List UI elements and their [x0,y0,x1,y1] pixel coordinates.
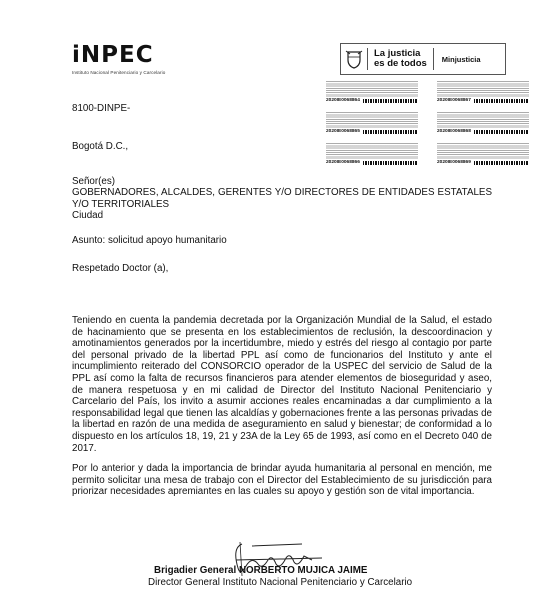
barcode-icon [363,161,418,165]
inpec-logo-subtitle: Instituto Nacional Penitenciario y Carcelario [72,70,166,75]
radicado-stamp [326,80,418,110]
stamp-number: 2020IE0068864 [326,98,360,103]
signer-name: Brigadier General NORBERTO MUJICA JAIME [154,565,368,576]
stamp-fine-print [326,142,418,159]
letter-subject: Asunto: solicitud apoyo humanitario [72,235,227,246]
stamp-number: 2020IE0068869 [437,160,471,165]
gov-slogan-line2: es de todos [374,58,427,69]
barcode-icon [363,130,418,134]
radicado-stamp [326,111,418,141]
letter-greeting: Respetado Doctor (a), [72,263,169,274]
stamp-fine-print [437,142,529,159]
body-paragraph-2: Por lo anterior y dada la importancia de brindar ayuda humanitaria al personal en mención, me permito solicitar una mesa de trabajo con el Director del Establecimiento de su jurisdicción para priorizar necesidades apremiantes en las cuales su apoyo y gestión son de vital importancia. [72,463,492,498]
gov-slogan-line1: La justicia [374,48,421,59]
coat-of-arms-icon [341,49,367,69]
stamp-fine-print [437,111,529,128]
barcode-icon [474,99,529,103]
radicado-stamp [437,80,529,110]
stamp-fine-print [437,80,529,97]
barcode-icon [474,130,529,134]
body-paragraph-1: Teniendo en cuenta la pandemia decretada por la Organización Mundial de la Salud, el estado de hacinamiento que se presenta en los establecimientos de reclusión, la descoordinacion y amotinamientos generados por la incertidumbre, miedo y estrés del riesgo al contagio por parte del personal privado de la libertad PPL así como de funcionarios del Instituto y ante el incumplimiento reiterado del CONSORCIO operador de la USPEC del servicio de Salud de la PPL así como la falta de recursos financieros para atender elementos de bioseguridad y aseo, de manera respetuosa y en mi calidad de Director del Instituto Nacional Penitenciario y Carcelario del País, los invito a asumir acciones reales encaminadas a dar cumplimiento a la responsabilidad legal que tienen las alcaldías y gobernaciones frente a las personas privadas de la libertad en razón de una medida de aseguramiento en salud y bienestar; de conformidad a lo dispuesto en los artículos 18, 19, 21 y 23A de la Ley 65 de 1993, así como en el Decreto 040 de 2017. [72,315,492,454]
radicado-stamp [326,142,418,172]
reference-number: 8100-DINPE- [72,103,131,114]
barcode-icon [363,99,418,103]
gov-slogan [368,49,433,69]
stamp-number: 2020IE0068868 [437,129,471,134]
stamp-fine-print [326,111,418,128]
stamp-number: 2020IE0068866 [326,160,360,165]
recipient-city: Ciudad [72,210,104,221]
radicado-stamp [437,111,529,141]
stamp-number: 2020IE0068865 [326,129,360,134]
inpec-logo: iNPEC [72,42,154,68]
signer-role: Director General Instituto Nacional Penitenciario y Carcelario [148,577,413,588]
radicado-stamp [437,142,529,172]
stamp-number: 2020IE0068867 [437,98,471,103]
stamp-fine-print [326,80,418,97]
salutation-to: Señor(es) [72,176,116,187]
ministry-name: Minjusticia [441,54,481,64]
letter-city-date: Bogotá D.C., [72,141,129,152]
government-brand-box [340,43,506,75]
barcode-icon [474,161,529,165]
recipients: GOBERNADORES, ALCALDES, GERENTES Y/O DIRECTORES DE ENTIDADES ESTATALES Y/O TERRITORIALES [72,187,492,210]
